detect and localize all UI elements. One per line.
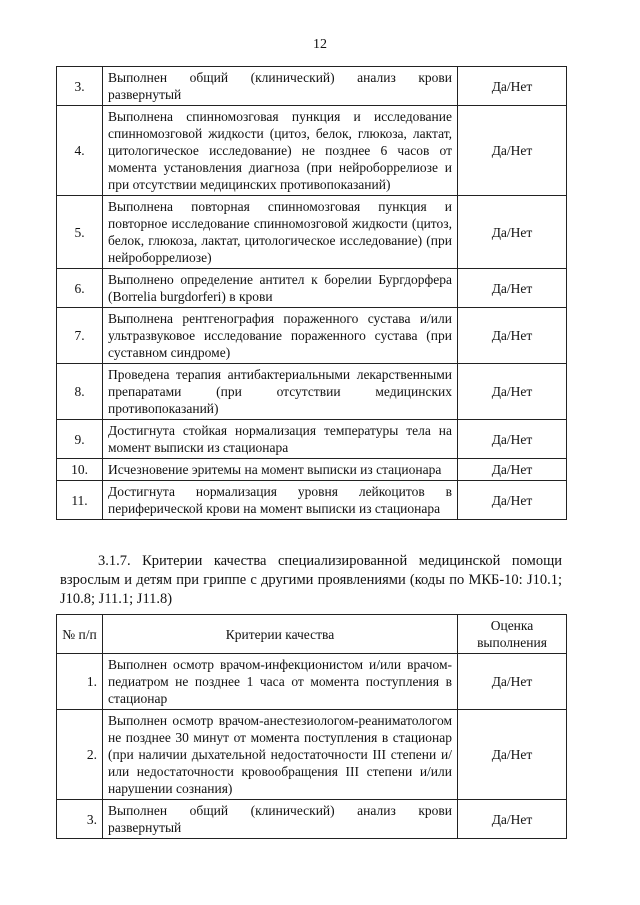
header-evaluation: Оценка выполнения [458,615,567,654]
row-number: 3. [57,800,103,839]
criteria-table-influenza [56,614,567,839]
evaluation-cell: Да/Нет [458,269,567,308]
row-number: 9. [57,420,103,459]
evaluation-cell: Да/Нет [458,459,567,481]
table-row [57,364,567,420]
section-heading: 3.1.7. Критерии качества специализированной медицинской помощи взрослым и детям при гриппе с другими проявлениями (коды по МКБ-10: J10.1; J10.8; J11.1; J11.8) [60,553,562,607]
criterion-text: Выполнена спинномозговая пункция и исследование спинномозговой жидкости (цитоз, белок, глюкоза, лактат, цитологическое исследование) не позднее 6 часов от момента установления диагноза (при нейроборрелиозе и при отсутствии медицинских противопоказаний) [103,106,458,196]
table-row [57,420,567,459]
table-row [57,67,567,106]
table-row [57,710,567,800]
table-row [57,106,567,196]
header-number: № п/п [57,615,103,654]
evaluation-cell: Да/Нет [458,420,567,459]
evaluation-cell: Да/Нет [458,196,567,269]
row-number: 11. [57,481,103,520]
criterion-text: Выполнен общий (клинический) анализ крови развернутый [103,800,458,839]
table-row [57,269,567,308]
criterion-text: Исчезновение эритемы на момент выписки из стационара [103,459,458,481]
table-header-row [57,615,567,654]
row-number: 3. [57,67,103,106]
table-row [57,459,567,481]
table-row [57,654,567,710]
evaluation-cell: Да/Нет [458,800,567,839]
criterion-text: Проведена терапия антибактериальными лекарственными препаратами (при отсутствии медицинских противопоказаний) [103,364,458,420]
criterion-text: Достигнута нормализация уровня лейкоцитов в периферической крови на момент выписки из стационара [103,481,458,520]
table-row [57,800,567,839]
criterion-text: Выполнено определение антител к борелии Бургдорфера (Borrelia burgdorferi) в крови [103,269,458,308]
table-row [57,308,567,364]
criterion-text: Выполнена рентгенография пораженного сустава и/или ультразвуковое исследование пораженного сустава (при суставном синдроме) [103,308,458,364]
evaluation-cell: Да/Нет [458,67,567,106]
evaluation-cell: Да/Нет [458,481,567,520]
row-number: 1. [57,654,103,710]
row-number: 4. [57,106,103,196]
criterion-text: Выполнена повторная спинномозговая пункция и повторное исследование спинномозговой жидкости (цитоз, белок, глюкоза, лактат, цитологическое исследование) (при нейроборрелиозе) [103,196,458,269]
criterion-text: Выполнен осмотр врачом-инфекционистом и/или врачом-педиатром не позднее 1 часа от момента поступления в стационар [103,654,458,710]
header-criterion: Критерии качества [103,615,458,654]
row-number: 6. [57,269,103,308]
evaluation-cell: Да/Нет [458,308,567,364]
evaluation-cell: Да/Нет [458,710,567,800]
criterion-text: Выполнен осмотр врачом-анестезиологом-реаниматологом не позднее 30 минут от момента поступления в стационар (при наличии дыхательной недостаточности III степени и/или недостаточности кровообращения III степени и/или нарушении сознания) [103,710,458,800]
criterion-text: Выполнен общий (клинический) анализ крови развернутый [103,67,458,106]
criteria-table-continued [56,66,567,520]
evaluation-cell: Да/Нет [458,106,567,196]
row-number: 10. [57,459,103,481]
row-number: 2. [57,710,103,800]
table-row [57,481,567,520]
criterion-text: Достигнута стойкая нормализация температуры тела на момент выписки из стационара [103,420,458,459]
row-number: 8. [57,364,103,420]
table-row [57,196,567,269]
row-number: 5. [57,196,103,269]
evaluation-cell: Да/Нет [458,364,567,420]
evaluation-cell: Да/Нет [458,654,567,710]
page-number: 12 [313,37,327,52]
row-number: 7. [57,308,103,364]
